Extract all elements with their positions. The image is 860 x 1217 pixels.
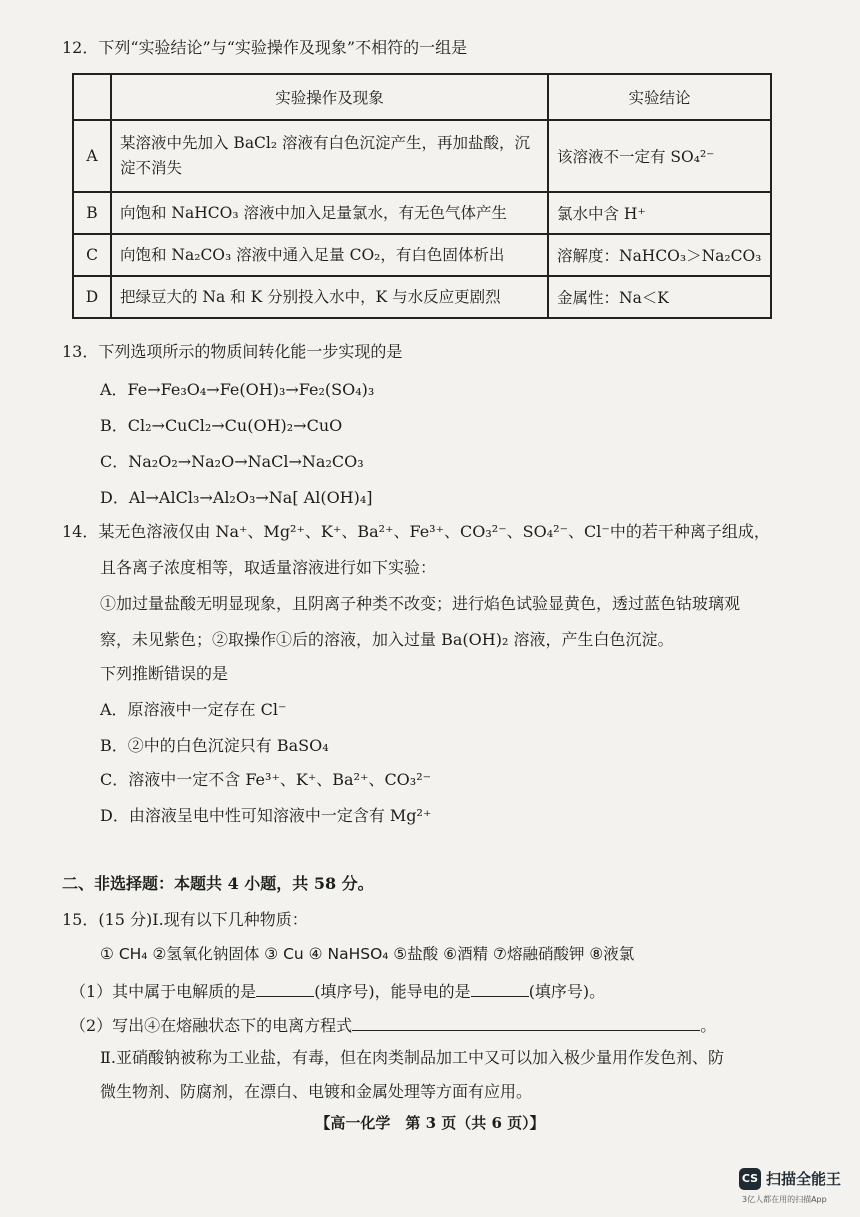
q15-sub2-text-a: （2）写出④在熔融状态下的电离方程式 xyxy=(70,1016,353,1035)
row-conclusion: 氯水中含 H⁺ xyxy=(548,192,771,234)
q14-stem-line3: ①加过量盐酸无明显现象，且阴离子种类不改变；进行焰色试验显黄色，透过蓝色钴玻璃观 xyxy=(100,594,741,613)
row-operation: 向饱和 NaHCO₃ 溶液中加入足量氯水，有无色气体产生 xyxy=(111,192,548,234)
table-row xyxy=(73,276,771,318)
q15-sub2 xyxy=(70,1012,716,1038)
q15-sub1-text-b: (填序号)，能导电的是 xyxy=(314,982,471,1001)
q13-option-b: B．Cl₂→CuCl₂→Cu(OH)₂→CuO xyxy=(100,416,343,435)
table-row xyxy=(73,120,771,192)
q12-title: 12．下列“实验结论”与“实验操作及现象”不相符的一组是 xyxy=(62,38,468,57)
q14-stem-line4: 察，未见紫色；②取操作①后的溶液，加入过量 Ba(OH)₂ 溶液，产生白色沉淀。 xyxy=(100,630,674,649)
q14-stem-line1: 14．某无色溶液仅由 Na⁺、Mg²⁺、K⁺、Ba²⁺、Fe³⁺、CO₃²⁻、SO₄²⁻、Cl⁻中的若干种离子组成， xyxy=(62,522,770,541)
row-key: A xyxy=(73,120,111,192)
table-header-row xyxy=(73,74,771,120)
table-row xyxy=(73,192,771,234)
answer-blank-conductive[interactable] xyxy=(471,978,529,997)
row-key: D xyxy=(73,276,111,318)
row-operation: 把绿豆大的 Na 和 K 分别投入水中，K 与水反应更剧烈 xyxy=(111,276,548,318)
camscanner-logo-icon: CS xyxy=(739,1168,761,1190)
q13-option-c: C．Na₂O₂→Na₂O→NaCl→Na₂CO₃ xyxy=(100,452,364,471)
camscanner-name: 扫描全能王 xyxy=(766,1170,842,1188)
row-conclusion: 金属性：Na＜K xyxy=(548,276,771,318)
answer-blank-ionization[interactable] xyxy=(352,1012,700,1031)
q15-substances: ① CH₄ ②氢氧化钠固体 ③ Cu ④ NaHSO₄ ⑤盐酸 ⑥酒精 ⑦熔融硝酸钾 ⑧液氯 xyxy=(100,945,635,963)
q15-part2-line1: Ⅱ.亚硝酸钠被称为工业盐，有毒，但在肉类制品加工中又可以加入极少量用作发色剂、防 xyxy=(100,1048,724,1067)
section2-title: 二、非选择题：本题共 4 小题，共 58 分。 xyxy=(62,874,374,893)
q14-stem-line5: 下列推断错误的是 xyxy=(100,664,229,683)
row-key: C xyxy=(73,234,111,276)
answer-blank-electrolyte[interactable] xyxy=(256,978,314,997)
q13-option-a: A．Fe→Fe₃O₄→Fe(OH)₃→Fe₂(SO₄)₃ xyxy=(100,380,375,399)
q14-option-d: D．由溶液呈电中性可知溶液中一定含有 Mg²⁺ xyxy=(100,806,432,825)
q13-title: 13．下列选项所示的物质间转化能一步实现的是 xyxy=(62,342,403,361)
camscanner-tagline: 3亿人都在用的扫描App xyxy=(742,1195,827,1204)
q15-sub1-text-a: （1）其中属于电解质的是 xyxy=(70,982,257,1001)
q13-option-d: D．Al→AlCl₃→Al₂O₃→Na[ Al(OH)₄] xyxy=(100,488,373,507)
q15-sub1 xyxy=(70,978,605,1004)
q14-option-a: A．原溶液中一定存在 Cl⁻ xyxy=(100,700,287,719)
q15-sub1-text-c: (填序号)。 xyxy=(528,982,606,1001)
q15-part2-line2: 微生物剂、防腐剂，在漂白、电镀和金属处理等方面有应用。 xyxy=(100,1082,533,1101)
header-conclusion: 实验结论 xyxy=(548,74,771,120)
q14-option-b: B．②中的白色沉淀只有 BaSO₄ xyxy=(100,736,329,755)
table-corner xyxy=(73,74,111,120)
header-operation: 实验操作及现象 xyxy=(111,74,548,120)
q14-stem-line2: 且各离子浓度相等，取适量溶液进行如下实验： xyxy=(100,558,437,577)
q12-table xyxy=(72,73,772,319)
table-row xyxy=(73,234,771,276)
page-footer: 【高一化学 第 3 页（共 6 页）】 xyxy=(315,1114,545,1132)
row-conclusion: 溶解度：NaHCO₃＞Na₂CO₃ xyxy=(548,234,771,276)
q14-option-c: C．溶液中一定不含 Fe³⁺、K⁺、Ba²⁺、CO₃²⁻ xyxy=(100,770,432,789)
q15-title: 15．(15 分)Ⅰ.现有以下几种物质： xyxy=(62,910,308,929)
row-conclusion: 该溶液不一定有 SO₄²⁻ xyxy=(548,120,771,192)
row-operation: 某溶液中先加入 BaCl₂ 溶液有白色沉淀产生，再加盐酸，沉淀不消失 xyxy=(111,120,548,192)
row-key: B xyxy=(73,192,111,234)
q15-sub2-text-b: 。 xyxy=(700,1016,717,1035)
row-operation: 向饱和 Na₂CO₃ 溶液中通入足量 CO₂，有白色固体析出 xyxy=(111,234,548,276)
